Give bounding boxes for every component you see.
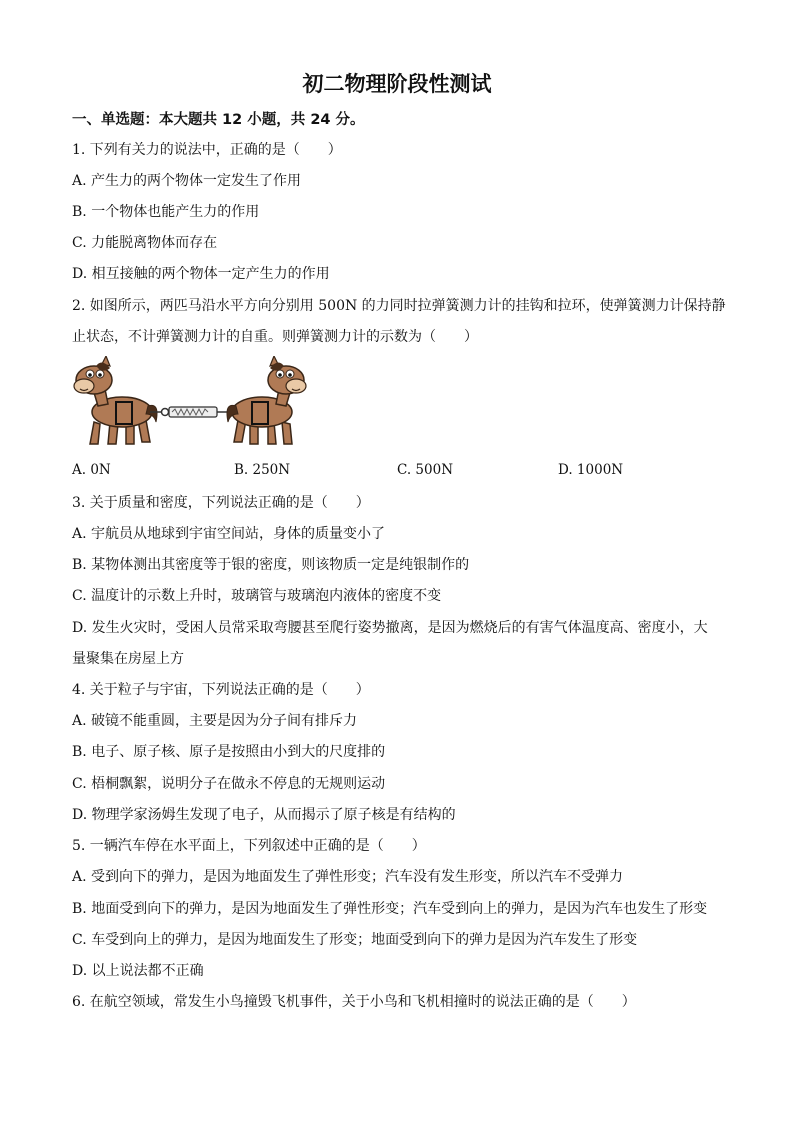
q1-option-d: D. 相互接触的两个物体一定产生力的作用 (72, 266, 330, 282)
spring-scale-illustration (150, 407, 236, 417)
q3-option-d-line2: 量聚集在房屋上方 (72, 651, 184, 667)
q2-stem-line1: 2. 如图所示，两匹马沿水平方向分别用 500N 的力同时拉弹簧测力计的挂钩和拉环，使弹簧测力计保持静 (72, 298, 726, 314)
q1-option-c: C. 力能脱离物体而存在 (72, 235, 218, 251)
q3-option-d-line1: D. 发生火灾时，受困人员常采取弯腰甚至爬行姿势撤离，是因为燃烧后的有害气体温度高、密度小，大 (72, 620, 708, 636)
q2-option-a: A. 0N (72, 462, 111, 478)
q2-option-d: D. 1000N (558, 462, 624, 478)
q4-option-b: B. 电子、原子核、原子是按照由小到大的尺度排的 (72, 744, 386, 760)
section-heading: 一、单选题：本大题共 12 小题，共 24 分。 (72, 112, 365, 128)
q1-stem: 1. 下列有关力的说法中，正确的是（ ） (72, 142, 342, 158)
q2-stem-line2: 止状态，不计弹簧测力计的自重。则弹簧测力计的示数为（ ） (72, 329, 478, 345)
q5-option-a: A. 受到向下的弹力，是因为地面发生了弹性形变；汽车没有发生形变，所以汽车不受弹力 (72, 869, 624, 885)
q4-stem: 4. 关于粒子与宇宙，下列说法正确的是（ ） (72, 682, 370, 698)
right-horse-illustration (227, 356, 306, 444)
q3-option-b: B. 某物体测出其密度等于银的密度，则该物质一定是纯银制作的 (72, 557, 470, 573)
q5-stem: 5. 一辆汽车停在水平面上，下列叙述中正确的是（ ） (72, 838, 426, 854)
q1-option-a: A. 产生力的两个物体一定发生了作用 (72, 173, 302, 189)
q3-option-c: C. 温度计的示数上升时，玻璃管与玻璃泡内液体的密度不变 (72, 588, 442, 604)
q4-option-c: C. 梧桐飘絮，说明分子在做永不停息的无规则运动 (72, 776, 386, 792)
horses-spring-scale-figure (72, 356, 308, 452)
q4-option-d: D. 物理学家汤姆生发现了电子，从而揭示了原子核是有结构的 (72, 807, 456, 823)
q6-stem: 6. 在航空领域，常发生小鸟撞毁飞机事件，关于小鸟和飞机相撞时的说法正确的是（ ） (72, 994, 636, 1010)
q3-option-a: A. 宇航员从地球到宇宙空间站，身体的质量变小了 (72, 526, 386, 542)
q2-option-b: B. 250N (234, 462, 291, 478)
q3-stem: 3. 关于质量和密度，下列说法正确的是（ ） (72, 495, 370, 511)
q4-option-a: A. 破镜不能重圆，主要是因为分子间有排斥力 (72, 713, 358, 729)
q1-option-b: B. 一个物体也能产生力的作用 (72, 204, 260, 220)
q2-option-c: C. 500N (397, 462, 454, 478)
q5-option-c: C. 车受到向上的弹力，是因为地面发生了形变；地面受到向下的弹力是因为汽车发生了形变 (72, 932, 638, 948)
left-horse-illustration (74, 356, 157, 444)
page-title: 初二物理阶段性测试 (302, 72, 492, 96)
q5-option-d: D. 以上说法都不正确 (72, 963, 204, 979)
q5-option-b: B. 地面受到向下的弹力，是因为地面发生了弹性形变；汽车受到向上的弹力，是因为汽车也发生了形变 (72, 901, 708, 917)
